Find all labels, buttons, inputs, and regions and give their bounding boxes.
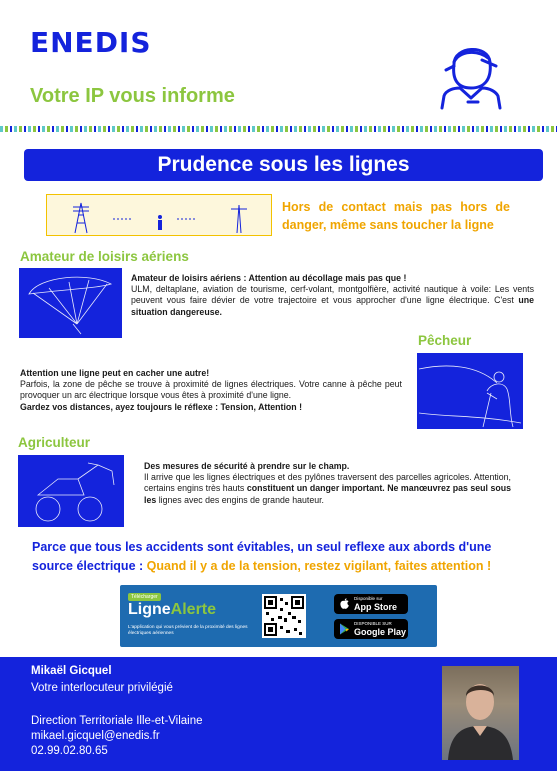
contact-role: Votre interlocuteur privilégié — [31, 682, 173, 694]
contact-name: Mikaël Gicquel — [31, 665, 112, 677]
google-play-small-label: DISPONIBLE SUR — [354, 621, 392, 626]
farmer-bold-intro: Des mesures de sécurité à prendre sur le champ. — [144, 461, 350, 471]
farmer-text-2: lignes avec des engins de grande hauteur. — [158, 494, 324, 505]
ligne-alerte-app-banner[interactable] — [120, 585, 437, 647]
fisherman-image — [417, 353, 523, 429]
decorative-stripe — [0, 126, 557, 132]
fisher-bold-end: Gardez vos distances, ayez toujours le réflexe : Tension, Attention ! — [20, 401, 303, 412]
aerial-bold-end: une situation dangereuse. — [131, 295, 534, 317]
fisher-text: Parfois, la zone de pêche se trouve à proximité de lignes électriques. Votre canne à pêche peut provoquer un arc électrique lorsque vous êtes à proximité d'une ligne. — [20, 379, 402, 401]
contact-photo — [442, 666, 519, 760]
reflex-statement — [32, 538, 532, 576]
fisher-bold-intro: Attention une ligne peut en cacher une autre! — [20, 368, 210, 378]
section-heading-fisher: Pêcheur — [418, 333, 472, 348]
contact-email[interactable]: mikael.gicquel@enedis.fr — [31, 730, 160, 742]
section-heading-farmer: Agriculteur — [18, 435, 91, 450]
reflex-highlight: Quand il y a de la tension, restez vigilant, faites attention ! — [146, 559, 492, 573]
app-name-part-2: Alerte — [170, 601, 217, 618]
download-tag: Télécharger — [128, 593, 161, 601]
page-subtitle: Votre IP vous informe — [30, 85, 235, 107]
farmer-bold-mid: constituent un danger important. Ne manœuvrez pas seul sous les — [144, 483, 511, 505]
aerial-paragraph — [131, 273, 534, 318]
contact-phone[interactable]: 02.99.02.80.65 — [31, 745, 108, 757]
contact-footer — [0, 657, 557, 771]
tractor-image — [18, 455, 124, 527]
contact-direction: Direction Territoriale Ille-et-Vilaine — [31, 715, 203, 727]
aerial-text: ULM, deltaplane, aviation de tourisme, cerf-volant, montgolfière, activité nautique à voile: Les vents peuvent vous faire dévier de votre trajectoire et vous approcher d'une ligne électrique. C'est — [131, 284, 534, 306]
farmer-paragraph — [144, 461, 511, 506]
fisher-paragraph — [20, 368, 402, 413]
apple-icon — [339, 598, 350, 610]
google-play-label: Google Play — [354, 627, 407, 637]
paraglider-image — [19, 268, 122, 338]
aerial-bold-intro: Amateur de loisirs aériens : Attention au décollage mais pas que ! — [131, 273, 407, 283]
google-play-icon — [339, 623, 350, 635]
qr-code[interactable] — [262, 594, 306, 638]
pylon-distance-illustration — [46, 194, 272, 236]
lead-warning: Hors de contact mais pas hors de danger, même sans toucher la ligne — [282, 200, 510, 232]
app-name — [128, 601, 216, 619]
app-store-label: App Store — [354, 602, 398, 612]
farmer-text-1: Il arrive que les lignes électriques et des pylônes traversent des parcelles agricoles. Attention, certains engins très hauts — [144, 472, 511, 494]
page-title: Prudence sous les lignes — [24, 149, 543, 181]
google-play-button[interactable] — [334, 619, 408, 639]
section-heading-aerial: Amateur de loisirs aériens — [20, 249, 189, 264]
person-icon — [438, 36, 504, 110]
enedis-logo: ENEDIS — [30, 26, 152, 59]
reflex-text: Parce que tous les accidents sont évitables, un seul reflexe aux abords d'une source électrique : — [32, 540, 492, 573]
app-description: L'application qui vous prévient de la proximité des lignes électriques aériennes — [128, 625, 248, 636]
app-store-small-label: Disponible sur — [354, 596, 383, 601]
app-name-part-1: Ligne — [128, 601, 171, 618]
app-store-button[interactable] — [334, 594, 408, 614]
